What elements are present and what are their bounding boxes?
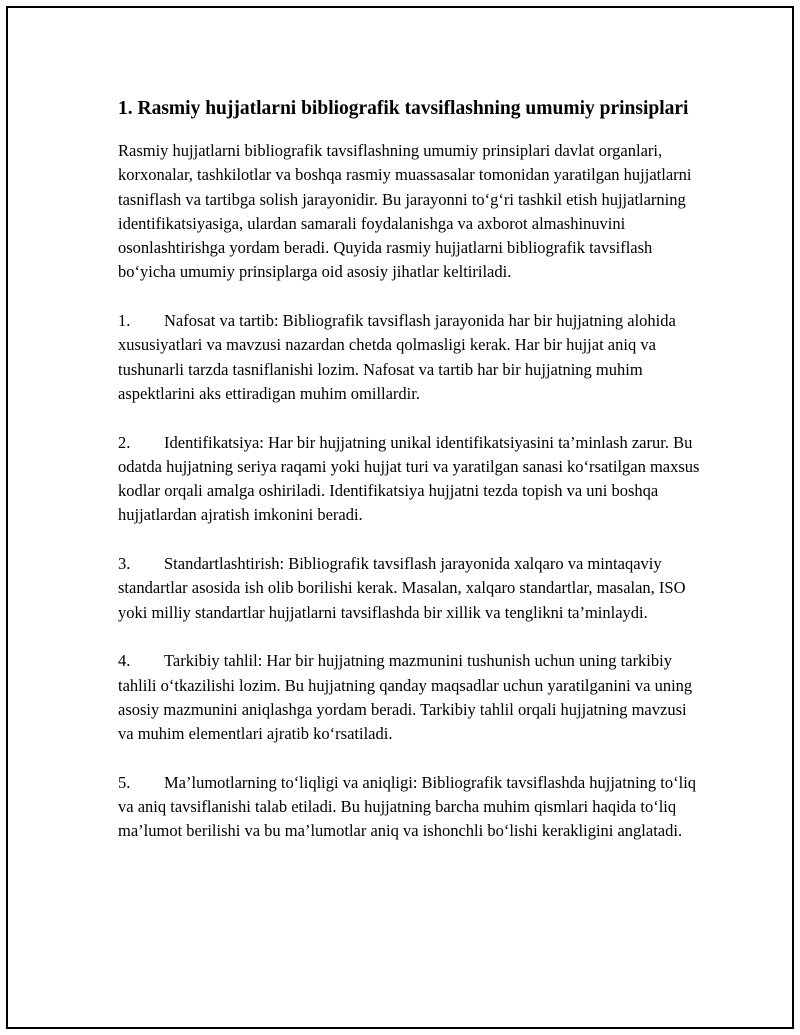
list-item-text: Nafosat va tartib: Bibliografik tavsiflash jarayonida har bir hujjatning alohida xususiyatlari va mavzusi nazardan chetda qolmasligi kerak. Har bir hujjat aniq va tushunarli tarzda tasniflanishi lozim. Nafosat va tartib har bir hujjatning muhim aspektlarini aks ettiradigan muhim omillardir. xyxy=(118,311,676,403)
list-item-text: Standartlashtirish: Bibliografik tavsiflash jarayonida xalqaro va mintaqaviy standartlar asosida ish olib borilishi kerak. Masalan, xalqaro standartlar, masalan, ISO yoki milliy standartlar hujjatlarni tavsiflashda bir xillik va tenglikni ta’minlaydi. xyxy=(118,554,686,622)
intro-paragraph: Rasmiy hujjatlarni bibliografik tavsiflashning umumiy prinsiplari davlat organlari, korxonalar, tashkilotlar va boshqa rasmiy muassasalar tomonidan yaratilgan hujjatlarni tasniflash va tartibga solish jarayonidir. Bu jarayonni to‘g‘ri tashkil etish hujjatlarning identifikatsiyasiga, ulardan samarali foydalanishga va axborot almashinuvini osonlashtirishga yordam beradi. Quyida rasmiy hujjatlarni bibliografik tavsiflash bo‘yicha umumiy prinsiplarga oid asosiy jihatlar keltiriladi. xyxy=(118,141,692,282)
list-item-number: 2. xyxy=(118,432,131,452)
list-item-number: 3. xyxy=(118,554,131,574)
list-item-5 xyxy=(118,771,700,844)
list-item-text: Ma’lumotlarning to‘liqligi va aniqligi: Bibliografik tavsiflashda hujjatning to‘liq va aniq tavsiflanishi talab etiladi. Bu hujjatning barcha muhim qismlari haqida to‘liq ma’lumot berilishi va bu ma’lumotlar aniq va ishonchli bo‘lishi kerakligini anglatadi. xyxy=(118,772,697,841)
section-heading: 1. Rasmiy hujjatlarni bibliografik tavsiflashning umumiy prinsiplari xyxy=(118,98,689,119)
list-item-number: 5. xyxy=(118,772,131,792)
list-item-1 xyxy=(118,309,700,406)
list-item-text: Identifikatsiya: Har bir hujjatning unikal identifikatsiyasini ta’minlash zarur. Bu odatda hujjatning seriya raqami yoki hujjat turi va yaratilgan sanasi ko‘rsatilgan maxsus kodlar orqali amalga oshiriladi. Identifikatsiya hujjatni tezda topish va uni boshqa hujjatlardan ajratish imkonini beradi. xyxy=(118,432,700,525)
list-item-text: Tarkibiy tahlil: Har bir hujjatning mazmunini tushunish uchun uning tarkibiy tahlili o‘tkazilishi lozim. Bu hujjatning qanday maqsadlar uchun yaratilganini va uning asosiy mazmunini aniqlashga yordam beradi. Tarkibiy tahlil orqali hujjatning mavzusi va muhim elementlari ajratib ko‘rsatiladi. xyxy=(118,651,693,744)
list-item-number: 1. xyxy=(118,311,131,331)
list-item-number: 4. xyxy=(118,651,131,671)
document-page xyxy=(6,6,794,1029)
document-body xyxy=(118,96,700,868)
list-item-2 xyxy=(118,431,700,528)
list-item-4 xyxy=(118,649,700,746)
list-item-3 xyxy=(118,552,700,625)
